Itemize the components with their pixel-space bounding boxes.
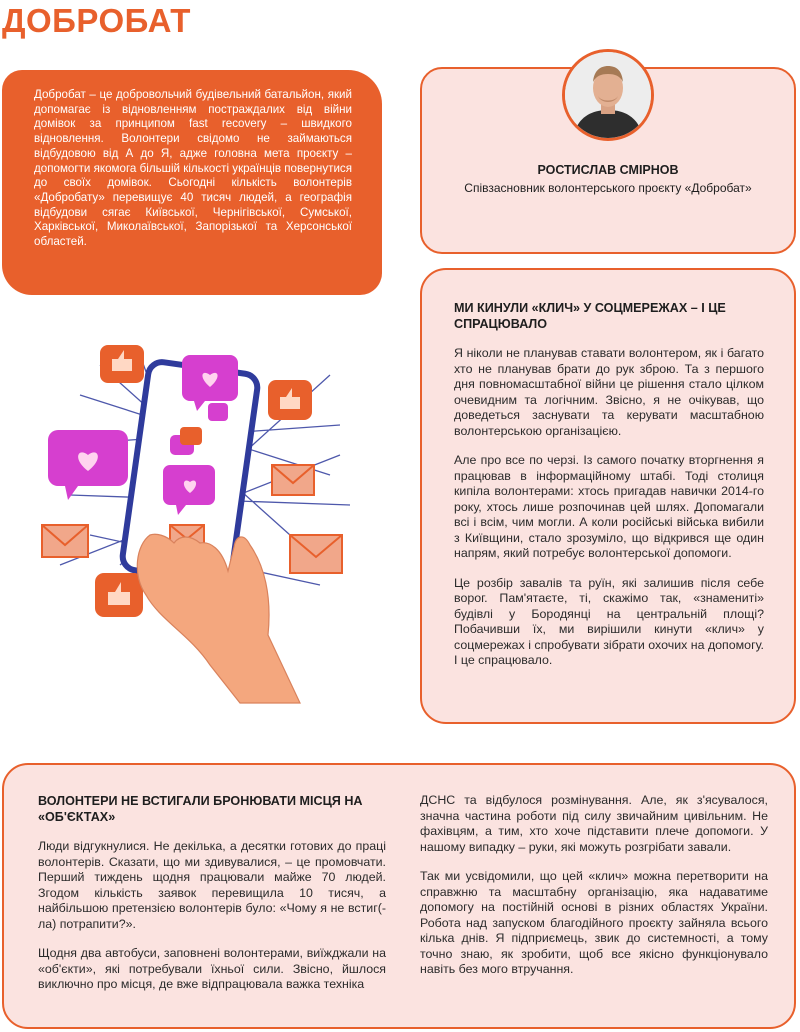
envelope-icon (42, 525, 88, 557)
page-title: ДОБРОБАТ (2, 2, 191, 39)
person-name: РОСТИСЛАВ СМІРНОВ (537, 163, 679, 177)
social-media-illustration (40, 335, 370, 705)
intro-panel (2, 70, 382, 295)
volunteers-paragraph: Щодня два автобуси, заповнені волонтерами, виїжджали на «об'єкти», які потребували їхньої сили. Звісно, йшлося виключно про місця, де вже відпрацювала важка техніка (38, 946, 386, 991)
volunteers-panel (2, 763, 796, 1029)
thumbs-up-bubble-icon (180, 427, 202, 445)
heart-bubble-icon (48, 430, 128, 500)
person-role: Співзасновник волонтерського проєкту «Добробат» (464, 181, 752, 195)
volunteers-right-column (420, 793, 768, 978)
story-panel (420, 268, 796, 724)
volunteers-paragraph: Люди відгукнулися. Не декілька, а десятки готових до праці волонтерів. Сказати, що ми здивувалися, – це промовчати. Перший тиждень щодня працювали майже 70 людей. Згодом кількість заявок перевищила 10 тисяч, а найбільшою претензією волонтерів було: «Чому я не встиг(-ла) потрапити?». (38, 839, 386, 931)
avatar (562, 49, 654, 141)
envelope-icon (272, 465, 314, 495)
volunteers-heading: ВОЛОНТЕРИ НЕ ВСТИГАЛИ БРОНЮВАТИ МІСЦЯ НА «ОБ'ЄКТАХ» (38, 794, 363, 824)
story-paragraph: Я ніколи не планував ставати волонтером, як і багато хто не планував брати до рук зброю. Та з першого дня повномасштабної війни це рішення стало цілком очевидним та логічним. Звісно, я не очікував, що доведеться заснувати та керувати масштабною волонтерською організацією. (454, 346, 764, 438)
envelope-icon (290, 535, 342, 573)
volunteers-paragraph: ДСНС та відбулося розмінування. Але, як з'ясувалося, значна частина роботи під силу звичайним цивільним. Не фахівцям, а тим, хто хоче підставити плече допомоги. У нашому випадку – руки, які можуть розгрібати завали. (420, 793, 768, 854)
profile-card (420, 67, 796, 254)
intro-text: Добробат – це добровольчий будівельний батальйон, який допомагає із відновленням постраждалих від війни домівок за принципом fast recovery – швидкого відновлення. Волонтери свідомо не займаються відбудовою від А до Я, адже головна мета проєкту – допомогти якомога більшій кількості українців повернутися до своїх домівок. Сьогодні кількість волонтерів «Добробату» перевищує 40 тисяч людей, а географія відбудови сягає Київської, Чернігівської, Сумської, Харківської, Миколаївської, Запорізької та Херсонської областей. (34, 88, 352, 249)
volunteers-paragraph: Так ми усвідомили, що цей «клич» можна перетворити на справжню та масштабну організацію, яка надаватиме допомогу на постійній основі в різних областях України. Робота над запуском благодійного проєкту зайняла всього кілька днів. Я підприємець, звик до системності, а тому точно знаю, як зробити, щоб все якісно функціонувало навіть без мого втручання. (420, 869, 768, 976)
story-paragraph: Це розбір завалів та руїн, які залишив після себе ворог. Пам'ятаєте, ті, скажімо так, «знамениті» будівлі у Бородянці на центральній площі? Побачивши їх, ми вирішили кинути «клич» у соцмережах і спробувати зібрати охочих на допомогу. І це спрацювало. (454, 575, 764, 667)
story-paragraph: Але про все по черзі. Із самого початку вторгнення я працював в інформаційному штабі. Тоді столиця кипіла волонтерами: хтось пригадав навички 2014-го року, хтось лише розпочинав цей шлях. Допомагали всі і всім, чим могли. А коли російські війська вибили з Київщини, стало зрозуміло, що відкрився ще один напрям, який потребує волонтерської допомоги. (454, 453, 764, 560)
hand-illustration (137, 534, 300, 703)
person-portrait-icon (565, 52, 651, 138)
thumbs-up-bubble-icon (100, 345, 144, 383)
thumbs-up-bubble-icon (268, 380, 312, 420)
volunteers-left-column (38, 793, 386, 993)
thumbs-up-bubble-icon (95, 573, 143, 617)
story-heading: МИ КИНУЛИ «КЛИЧ» У СОЦМЕРЕЖАХ – І ЦЕ СПРАЦЮВАЛО (454, 301, 726, 331)
